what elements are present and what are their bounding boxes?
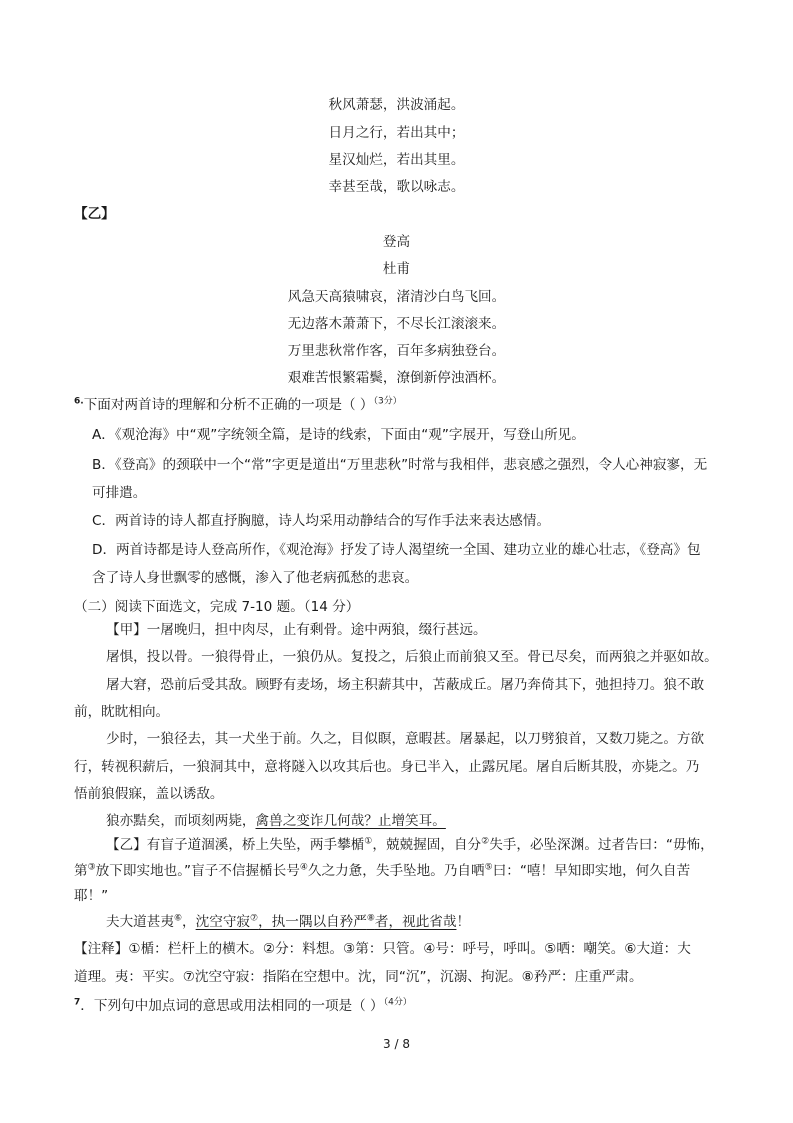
note-marker: ④ <box>299 862 308 873</box>
poem-line: 万里悲秋常作客，百年多病独登台。 <box>287 343 506 359</box>
poem-title: 登高 <box>382 234 411 250</box>
question-number: 6. <box>74 396 84 407</box>
passage-para: 屠惧，投以骨。一狼得骨止，一狼仍从。复投之，后狼止而前狼又至。骨已尽矣，而两狼之并驱如故。 <box>106 649 718 665</box>
passage-text: 曰：“嘻！早知即实地，何久自苦 <box>492 863 691 879</box>
poem-line: 幸甚至哉，歌以咏志。 <box>328 179 465 195</box>
passage-para: 【甲】一屠晚归，担中肉尽，止有剩骨。途中两狼，缀行甚远。 <box>106 622 487 638</box>
passage-text: 狼亦黠矣，而顷刻两毙， <box>106 813 256 829</box>
passage-text: 失手，必坠深渊。过者告曰：“毋怖， <box>489 837 714 853</box>
underlined-sentence: 禽兽之变诈几何哉？止增笑耳。 <box>255 813 446 829</box>
notes-line: 【注释】①楯：栏杆上的横木。②分：料想。③第：只管。④号：呼号，呼叫。⑤哂：嘲笑。⑥大道：大 <box>74 941 691 957</box>
passage-text: 夫大道甚夷 <box>106 914 174 930</box>
note-marker: ⑤ <box>484 862 493 873</box>
passage-para: 行，转视积薪后，一狼洞其中，意将隧入以攻其后也。身已半入，止露尻尾。屠自后断其股，亦毙之。乃 <box>74 759 700 775</box>
poem-author: 杜甫 <box>382 261 411 277</box>
passage-para <box>74 862 690 880</box>
passage-text: ！ <box>456 914 471 930</box>
underlined-sentence <box>196 914 457 930</box>
option-b: B．《登高》的颈联中一个“常”字更是道出“万里悲秋”时常与我相伴，悲哀感之强烈，令人心神寂寥，无 <box>92 457 708 473</box>
question-stem: 下面对两首诗的理解和分析不正确的一项是（ ） <box>83 397 374 413</box>
poem-line: 无边落木萧萧下，不尽长江滚滚来。 <box>287 316 506 332</box>
poem-line: 风急天高猿啸哀，渚清沙白鸟飞回。 <box>287 289 506 305</box>
passage-para: 悟前狼假寐，盖以诱敌。 <box>74 786 224 802</box>
question-7 <box>74 997 412 1015</box>
poem-line: 日月之行，若出其中； <box>328 125 465 141</box>
question-score: （3分） <box>373 396 402 407</box>
passage-text: 放下即实地也。”盲子不信握楯长号 <box>95 863 300 879</box>
option-d-cont: 含了诗人身世飘零的感慨，渗入了他老病孤愁的悲哀。 <box>92 570 419 586</box>
option-a: A．《观沧海》中“观”字统领全篇，是诗的线索，下面由“观”字展开，写登山所见。 <box>92 427 585 443</box>
passage-text: ， <box>182 914 196 930</box>
note-marker: ③ <box>87 862 96 873</box>
passage-para: 前，眈眈相向。 <box>74 704 170 720</box>
option-c: C．两首诗的诗人都直抒胸臆，诗人均采用动静结合的写作手法来表达感情。 <box>92 513 551 529</box>
poem-line: 艰难苦恨繁霜鬓，潦倒新停浊酒杯。 <box>287 370 506 386</box>
passage-text: 【乙】有盲子道涸溪，桥上失坠，两手攀楯 <box>106 837 365 853</box>
passage-para <box>106 913 470 931</box>
option-b-cont: 可排遣。 <box>92 485 147 501</box>
question-6 <box>74 396 402 414</box>
section-heading: （二）阅读下面选文，完成 7-10 题。（14 分） <box>74 599 360 615</box>
passage-text: ，执一隅以自矜严 <box>258 914 367 930</box>
passage-para: 耶！” <box>74 888 109 904</box>
note-marker: ⑥ <box>173 913 183 924</box>
passage-para: 屠大窘，恐前后受其敌。顾野有麦场，场主积薪其中，苫蔽成丘。屠乃奔倚其下，弛担持刀。狼不敢 <box>106 677 705 693</box>
question-stem: ．下列句中加点词的意思或用法相同的一项是（ ） <box>80 998 384 1014</box>
note-marker: ① <box>364 836 373 847</box>
passage-text: 第 <box>74 863 88 879</box>
poem-line: 秋风萧瑟，洪波涌起。 <box>328 97 465 113</box>
note-marker: ② <box>481 836 490 847</box>
passage-para: 少时，一狼径去，其一犬坐于前。久之，目似瞑，意暇甚。屠暴起，以刀劈狼首，又数刀毙之。方欲 <box>106 731 705 747</box>
section-label-yi: 【乙】 <box>74 206 115 222</box>
notes-line: 道理。夷：平实。⑦沈空守寂：指陷在空想中。沈，同“沉”，沉溺、拘泥。⑧矜严：庄重严肃。 <box>74 969 643 985</box>
passage-text: 久之力惫，失手坠地。乃自哂 <box>307 863 485 879</box>
poem-line: 星汉灿烂，若出其里。 <box>328 152 465 168</box>
page-number: 3 / 8 <box>383 1037 410 1051</box>
option-d: D．两首诗都是诗人登高所作，《观沧海》抒发了诗人渴望统一全国、建功立业的雄心壮志，《登高》包 <box>92 542 701 558</box>
question-score: （4分） <box>383 997 412 1008</box>
passage-text: ，兢兢握固，自分 <box>372 837 482 853</box>
passage-para <box>106 812 446 830</box>
note-marker: ⑧ <box>366 913 375 924</box>
note-marker: ⑦ <box>250 913 259 924</box>
passage-text: 沈空守寂 <box>195 914 251 930</box>
passage-text: 者，视此省哉 <box>374 914 457 930</box>
passage-para <box>106 836 714 854</box>
question-number: 7 <box>74 997 81 1008</box>
